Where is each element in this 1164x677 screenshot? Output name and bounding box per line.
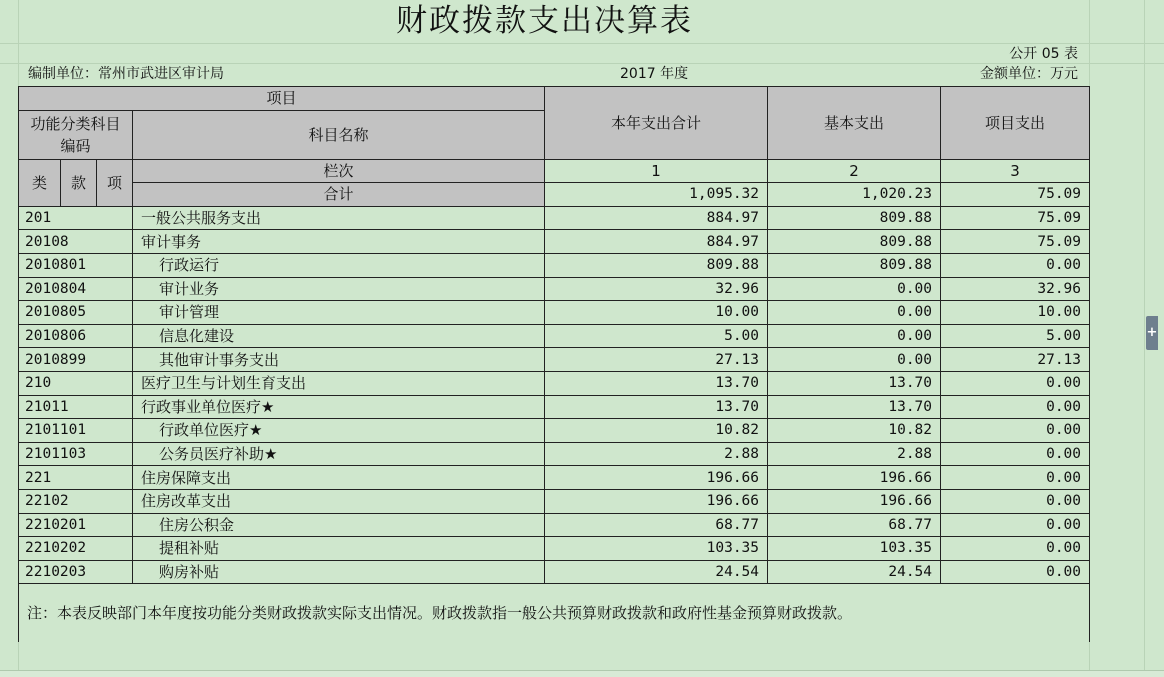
column-number-3: 3 — [941, 159, 1090, 183]
row-project-value: 32.96 — [941, 277, 1090, 301]
row-total-value: 103.35 — [545, 537, 768, 561]
row-subject-name: 提租补贴 — [133, 537, 545, 561]
row-project-value: 75.09 — [941, 206, 1090, 230]
row-code: 2101101 — [19, 419, 133, 443]
row-project-value: 0.00 — [941, 466, 1090, 490]
row-total-value: 809.88 — [545, 253, 768, 277]
column-number-2: 2 — [768, 159, 941, 183]
table-row — [19, 371, 1090, 395]
table-row — [19, 466, 1090, 490]
row-basic-value: 103.35 — [768, 537, 941, 561]
note-row — [19, 584, 1090, 643]
table-row — [19, 206, 1090, 230]
row-basic-value: 13.70 — [768, 395, 941, 419]
row-basic-value: 0.00 — [768, 348, 941, 372]
row-project-value: 75.09 — [941, 230, 1090, 254]
header-total-expenditure: 本年支出合计 — [545, 87, 768, 160]
row-total-value: 27.13 — [545, 348, 768, 372]
header-lei: 类 — [19, 159, 61, 206]
row-subject-name: 信息化建设 — [133, 324, 545, 348]
total-label: 合计 — [133, 183, 545, 207]
row-total-value: 32.96 — [545, 277, 768, 301]
row-basic-value: 196.66 — [768, 466, 941, 490]
header-column-index: 栏次 — [133, 159, 545, 183]
row-subject-name: 行政运行 — [133, 253, 545, 277]
row-project-value: 27.13 — [941, 348, 1090, 372]
row-project-value: 0.00 — [941, 419, 1090, 443]
table-row — [19, 560, 1090, 584]
row-total-value: 24.54 — [545, 560, 768, 584]
expenditure-table — [18, 86, 1090, 642]
row-subject-name: 购房补贴 — [133, 560, 545, 584]
row-code: 2210202 — [19, 537, 133, 561]
header-subject-name: 科目名称 — [133, 110, 545, 159]
row-code: 2010804 — [19, 277, 133, 301]
total-basic-value: 1,020.23 — [768, 183, 941, 207]
row-code: 2210203 — [19, 560, 133, 584]
expand-handle-icon[interactable]: + — [1146, 316, 1158, 350]
report-title: 财政拨款支出决算表 — [396, 3, 693, 39]
table-row — [19, 419, 1090, 443]
row-total-value: 884.97 — [545, 206, 768, 230]
row-project-value: 0.00 — [941, 489, 1090, 513]
row-code: 21011 — [19, 395, 133, 419]
row-project-value: 0.00 — [941, 513, 1090, 537]
row-code: 210 — [19, 371, 133, 395]
row-total-value: 884.97 — [545, 230, 768, 254]
row-basic-value: 2.88 — [768, 442, 941, 466]
row-code: 201 — [19, 206, 133, 230]
row-subject-name: 审计业务 — [133, 277, 545, 301]
table-row — [19, 301, 1090, 325]
row-total-value: 2.88 — [545, 442, 768, 466]
row-code: 2010806 — [19, 324, 133, 348]
row-basic-value: 24.54 — [768, 560, 941, 584]
table-row — [19, 395, 1090, 419]
total-expenditure-value: 1,095.32 — [545, 183, 768, 207]
row-project-value: 0.00 — [941, 253, 1090, 277]
row-total-value: 5.00 — [545, 324, 768, 348]
row-code: 22102 — [19, 489, 133, 513]
amount-unit: 金额单位：万元 — [980, 66, 1078, 82]
header-project-expenditure: 项目支出 — [941, 87, 1090, 160]
row-project-value: 10.00 — [941, 301, 1090, 325]
row-code: 2010801 — [19, 253, 133, 277]
row-project-value: 0.00 — [941, 537, 1090, 561]
row-subject-name: 医疗卫生与计划生育支出 — [133, 371, 545, 395]
row-total-value: 196.66 — [545, 489, 768, 513]
header-function-code: 功能分类科目编码 — [19, 110, 133, 159]
table-note: 注：本表反映部门本年度按功能分类财政拨款实际支出情况。财政拨款指一般公共预算财政拨款和政府性基金预算财政拨款。 — [19, 584, 1090, 643]
row-subject-name: 行政事业单位医疗★ — [133, 395, 545, 419]
row-basic-value: 196.66 — [768, 489, 941, 513]
row-basic-value: 0.00 — [768, 277, 941, 301]
row-subject-name: 公务员医疗补助★ — [133, 442, 545, 466]
row-subject-name: 一般公共服务支出 — [133, 206, 545, 230]
row-subject-name: 审计事务 — [133, 230, 545, 254]
table-row — [19, 442, 1090, 466]
row-code: 2210201 — [19, 513, 133, 537]
total-project-value: 75.09 — [941, 183, 1090, 207]
row-project-value: 0.00 — [941, 395, 1090, 419]
row-total-value: 10.00 — [545, 301, 768, 325]
table-row — [19, 489, 1090, 513]
row-basic-value: 809.88 — [768, 230, 941, 254]
row-subject-name: 住房保障支出 — [133, 466, 545, 490]
row-basic-value: 10.82 — [768, 419, 941, 443]
row-total-value: 10.82 — [545, 419, 768, 443]
row-subject-name: 行政单位医疗★ — [133, 419, 545, 443]
row-basic-value: 68.77 — [768, 513, 941, 537]
row-basic-value: 809.88 — [768, 206, 941, 230]
header-basic-expenditure: 基本支出 — [768, 87, 941, 160]
row-total-value: 196.66 — [545, 466, 768, 490]
table-row — [19, 277, 1090, 301]
header-xiang: 项 — [97, 159, 133, 206]
row-total-value: 13.70 — [545, 371, 768, 395]
gridline — [1144, 0, 1145, 676]
table-row — [19, 537, 1090, 561]
table-row — [19, 348, 1090, 372]
row-basic-value: 0.00 — [768, 324, 941, 348]
row-project-value: 0.00 — [941, 442, 1090, 466]
header-project: 项目 — [19, 87, 545, 111]
row-code: 20108 — [19, 230, 133, 254]
row-project-value: 0.00 — [941, 560, 1090, 584]
row-basic-value: 0.00 — [768, 301, 941, 325]
fiscal-year: 2017 年度 — [620, 66, 689, 82]
header-kuan: 款 — [61, 159, 97, 206]
row-basic-value: 13.70 — [768, 371, 941, 395]
row-total-value: 68.77 — [545, 513, 768, 537]
row-subject-name: 住房公积金 — [133, 513, 545, 537]
table-row — [19, 324, 1090, 348]
table-row — [19, 513, 1090, 537]
row-subject-name: 审计管理 — [133, 301, 545, 325]
row-code: 2010899 — [19, 348, 133, 372]
table-row — [19, 253, 1090, 277]
column-number-1: 1 — [545, 159, 768, 183]
table-row — [19, 230, 1090, 254]
row-code: 2010805 — [19, 301, 133, 325]
row-total-value: 13.70 — [545, 395, 768, 419]
row-code: 221 — [19, 466, 133, 490]
reporting-unit: 编制单位：常州市武进区审计局 — [28, 66, 224, 82]
row-project-value: 0.00 — [941, 371, 1090, 395]
row-subject-name: 住房改革支出 — [133, 489, 545, 513]
row-basic-value: 809.88 — [768, 253, 941, 277]
form-number: 公开 05 表 — [1009, 46, 1078, 62]
row-project-value: 5.00 — [941, 324, 1090, 348]
row-code: 2101103 — [19, 442, 133, 466]
row-subject-name: 其他审计事务支出 — [133, 348, 545, 372]
